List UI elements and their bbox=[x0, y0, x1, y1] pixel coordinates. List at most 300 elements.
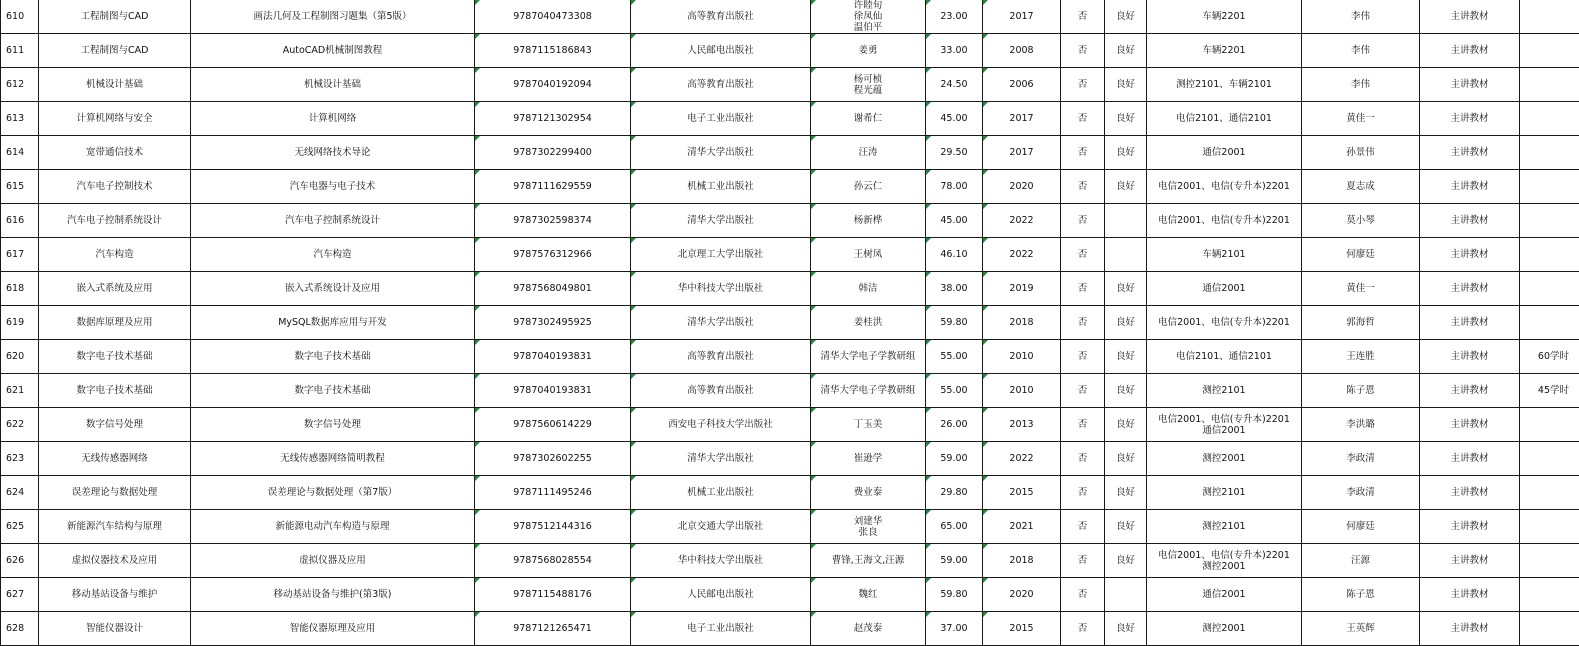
cell-price-text: 55.00 bbox=[940, 385, 967, 396]
cell-classes[interactable] bbox=[1147, 136, 1302, 170]
cell-textbook-type[interactable] bbox=[1420, 136, 1520, 170]
cell-textbook-title[interactable] bbox=[191, 136, 475, 170]
cell-course-name[interactable] bbox=[39, 340, 191, 374]
cell-course-name[interactable] bbox=[39, 408, 191, 442]
cell-remark[interactable] bbox=[1520, 204, 1579, 238]
cell-isbn[interactable] bbox=[475, 204, 631, 238]
cell-award-flag[interactable] bbox=[1061, 374, 1105, 408]
cell-award-flag[interactable] bbox=[1061, 544, 1105, 578]
cell-teacher[interactable] bbox=[1302, 408, 1420, 442]
cell-isbn-text: 9787302495925 bbox=[513, 317, 592, 328]
cell-author-text: 费业泰 bbox=[813, 487, 923, 498]
cell-row-number[interactable] bbox=[1, 272, 39, 306]
cell-textbook-type[interactable] bbox=[1420, 68, 1520, 102]
cell-price[interactable] bbox=[926, 68, 983, 102]
cell-author[interactable] bbox=[811, 68, 926, 102]
cell-price[interactable] bbox=[926, 306, 983, 340]
cell-quality[interactable] bbox=[1105, 102, 1147, 136]
cell-teacher[interactable] bbox=[1302, 612, 1420, 646]
cell-publish-year[interactable] bbox=[983, 272, 1061, 306]
cell-award-flag[interactable] bbox=[1061, 510, 1105, 544]
cell-remark[interactable] bbox=[1520, 0, 1579, 34]
cell-course-name[interactable] bbox=[39, 272, 191, 306]
cell-row-number-text: 628 bbox=[6, 623, 24, 634]
cell-author[interactable] bbox=[811, 340, 926, 374]
cell-quality[interactable] bbox=[1105, 170, 1147, 204]
cell-price-text: 29.50 bbox=[940, 147, 967, 158]
cell-classes[interactable] bbox=[1147, 204, 1302, 238]
cell-quality[interactable] bbox=[1105, 510, 1147, 544]
cell-award-flag[interactable] bbox=[1061, 476, 1105, 510]
cell-quality[interactable] bbox=[1105, 544, 1147, 578]
cell-textbook-title[interactable] bbox=[191, 408, 475, 442]
cell-publisher[interactable] bbox=[631, 170, 811, 204]
cell-teacher[interactable] bbox=[1302, 340, 1420, 374]
cell-publish-year[interactable] bbox=[983, 408, 1061, 442]
cell-author[interactable] bbox=[811, 34, 926, 68]
cell-remark[interactable] bbox=[1520, 102, 1579, 136]
cell-publisher[interactable] bbox=[631, 442, 811, 476]
cell-remark[interactable] bbox=[1520, 476, 1579, 510]
cell-row-number[interactable] bbox=[1, 340, 39, 374]
cell-row-number[interactable] bbox=[1, 170, 39, 204]
cell-publish-year[interactable] bbox=[983, 238, 1061, 272]
cell-row-number[interactable] bbox=[1, 0, 39, 34]
cell-classes[interactable] bbox=[1147, 68, 1302, 102]
cell-remark[interactable] bbox=[1520, 170, 1579, 204]
cell-textbook-type[interactable] bbox=[1420, 544, 1520, 578]
cell-quality[interactable] bbox=[1105, 204, 1147, 238]
cell-quality[interactable] bbox=[1105, 442, 1147, 476]
cell-publisher[interactable] bbox=[631, 408, 811, 442]
cell-textbook-type[interactable] bbox=[1420, 510, 1520, 544]
cell-teacher[interactable] bbox=[1302, 204, 1420, 238]
cell-author[interactable] bbox=[811, 272, 926, 306]
cell-textbook-type[interactable] bbox=[1420, 204, 1520, 238]
cell-publisher[interactable] bbox=[631, 102, 811, 136]
cell-classes[interactable] bbox=[1147, 408, 1302, 442]
cell-award-flag[interactable] bbox=[1061, 204, 1105, 238]
cell-classes[interactable] bbox=[1147, 170, 1302, 204]
cell-quality[interactable] bbox=[1105, 578, 1147, 612]
cell-textbook-type[interactable] bbox=[1420, 34, 1520, 68]
cell-textbook-type[interactable] bbox=[1420, 374, 1520, 408]
cell-row-number[interactable] bbox=[1, 136, 39, 170]
cell-classes[interactable] bbox=[1147, 306, 1302, 340]
cell-publisher[interactable] bbox=[631, 510, 811, 544]
cell-textbook-title[interactable] bbox=[191, 476, 475, 510]
cell-textbook-title[interactable] bbox=[191, 306, 475, 340]
cell-isbn[interactable] bbox=[475, 442, 631, 476]
cell-author[interactable] bbox=[811, 544, 926, 578]
cell-isbn[interactable] bbox=[475, 612, 631, 646]
cell-row-number[interactable] bbox=[1, 204, 39, 238]
table-row bbox=[1, 170, 1579, 204]
cell-textbook-type[interactable] bbox=[1420, 0, 1520, 34]
cell-price[interactable] bbox=[926, 0, 983, 34]
cell-textbook-title[interactable] bbox=[191, 544, 475, 578]
cell-price[interactable] bbox=[926, 102, 983, 136]
cell-price[interactable] bbox=[926, 612, 983, 646]
cell-isbn[interactable] bbox=[475, 68, 631, 102]
cell-teacher-text: 陈子恩 bbox=[1346, 589, 1375, 600]
cell-price[interactable] bbox=[926, 510, 983, 544]
cell-isbn[interactable] bbox=[475, 340, 631, 374]
cell-remark[interactable] bbox=[1520, 306, 1579, 340]
cell-award-flag[interactable] bbox=[1061, 442, 1105, 476]
cell-textbook-title[interactable] bbox=[191, 578, 475, 612]
cell-isbn[interactable] bbox=[475, 238, 631, 272]
cell-publisher[interactable] bbox=[631, 0, 811, 34]
cell-author[interactable] bbox=[811, 510, 926, 544]
cell-publisher[interactable] bbox=[631, 238, 811, 272]
cell-remark[interactable] bbox=[1520, 68, 1579, 102]
cell-publisher[interactable] bbox=[631, 306, 811, 340]
cell-classes[interactable] bbox=[1147, 476, 1302, 510]
cell-award-flag-text: 否 bbox=[1078, 521, 1088, 532]
cell-remark[interactable] bbox=[1520, 544, 1579, 578]
cell-remark[interactable] bbox=[1520, 408, 1579, 442]
cell-teacher[interactable] bbox=[1302, 306, 1420, 340]
cell-author[interactable] bbox=[811, 612, 926, 646]
cell-publish-year[interactable] bbox=[983, 374, 1061, 408]
cell-author[interactable] bbox=[811, 136, 926, 170]
cell-teacher[interactable] bbox=[1302, 170, 1420, 204]
cell-publish-year[interactable] bbox=[983, 340, 1061, 374]
cell-course-name[interactable] bbox=[39, 442, 191, 476]
cell-price[interactable] bbox=[926, 136, 983, 170]
cell-row-number-text: 614 bbox=[6, 147, 24, 158]
cell-teacher[interactable] bbox=[1302, 34, 1420, 68]
cell-teacher[interactable] bbox=[1302, 272, 1420, 306]
cell-classes-text: 电信2001、电信(专升本)2201 bbox=[1149, 317, 1299, 328]
cell-award-flag[interactable] bbox=[1061, 306, 1105, 340]
cell-course-name-text: 工程制图与CAD bbox=[81, 11, 149, 22]
cell-isbn-text: 9787040193831 bbox=[513, 351, 592, 362]
cell-isbn[interactable] bbox=[475, 102, 631, 136]
cell-author[interactable] bbox=[811, 204, 926, 238]
cell-course-name[interactable] bbox=[39, 34, 191, 68]
cell-publisher[interactable] bbox=[631, 136, 811, 170]
cell-award-flag[interactable] bbox=[1061, 238, 1105, 272]
cell-teacher[interactable] bbox=[1302, 68, 1420, 102]
cell-price[interactable] bbox=[926, 442, 983, 476]
cell-classes[interactable] bbox=[1147, 102, 1302, 136]
cell-quality[interactable] bbox=[1105, 272, 1147, 306]
cell-publish-year[interactable] bbox=[983, 34, 1061, 68]
cell-teacher-text: 何廖廷 bbox=[1346, 249, 1375, 260]
cell-isbn[interactable] bbox=[475, 578, 631, 612]
cell-teacher[interactable] bbox=[1302, 578, 1420, 612]
cell-price[interactable] bbox=[926, 238, 983, 272]
cell-textbook-title-text: 数字电子技术基础 bbox=[294, 351, 370, 362]
cell-teacher[interactable] bbox=[1302, 374, 1420, 408]
cell-textbook-type-text: 主讲教材 bbox=[1450, 453, 1488, 464]
cell-quality[interactable] bbox=[1105, 0, 1147, 34]
cell-course-name[interactable] bbox=[39, 68, 191, 102]
cell-course-name[interactable] bbox=[39, 102, 191, 136]
cell-classes[interactable] bbox=[1147, 272, 1302, 306]
cell-textbook-title[interactable] bbox=[191, 68, 475, 102]
cell-publish-year-text: 2018 bbox=[1009, 555, 1033, 566]
cell-row-number[interactable] bbox=[1, 374, 39, 408]
cell-author-text: 杨新桦 bbox=[813, 215, 923, 226]
cell-quality[interactable] bbox=[1105, 68, 1147, 102]
cell-publisher[interactable] bbox=[631, 476, 811, 510]
cell-remark[interactable] bbox=[1520, 136, 1579, 170]
cell-remark[interactable] bbox=[1520, 510, 1579, 544]
cell-publish-year-text: 2019 bbox=[1009, 283, 1033, 294]
cell-author[interactable] bbox=[811, 408, 926, 442]
cell-textbook-type[interactable] bbox=[1420, 408, 1520, 442]
cell-textbook-title[interactable] bbox=[191, 442, 475, 476]
cell-author[interactable] bbox=[811, 374, 926, 408]
cell-publish-year[interactable] bbox=[983, 578, 1061, 612]
cell-classes-text: 通信2001 bbox=[1149, 283, 1299, 294]
cell-remark[interactable] bbox=[1520, 238, 1579, 272]
cell-classes[interactable] bbox=[1147, 544, 1302, 578]
cell-award-flag[interactable] bbox=[1061, 272, 1105, 306]
cell-textbook-title[interactable] bbox=[191, 238, 475, 272]
cell-course-name[interactable] bbox=[39, 170, 191, 204]
cell-row-number[interactable] bbox=[1, 408, 39, 442]
cell-row-number[interactable] bbox=[1, 612, 39, 646]
cell-textbook-type[interactable] bbox=[1420, 170, 1520, 204]
cell-price[interactable] bbox=[926, 204, 983, 238]
cell-remark[interactable] bbox=[1520, 34, 1579, 68]
cell-row-number[interactable] bbox=[1, 578, 39, 612]
cell-quality[interactable] bbox=[1105, 238, 1147, 272]
cell-remark[interactable] bbox=[1520, 612, 1579, 646]
cell-isbn[interactable] bbox=[475, 272, 631, 306]
cell-textbook-title[interactable] bbox=[191, 102, 475, 136]
cell-award-flag[interactable] bbox=[1061, 34, 1105, 68]
cell-course-name[interactable] bbox=[39, 136, 191, 170]
cell-remark[interactable] bbox=[1520, 374, 1579, 408]
cell-isbn[interactable] bbox=[475, 544, 631, 578]
cell-publish-year[interactable] bbox=[983, 170, 1061, 204]
cell-publish-year[interactable] bbox=[983, 510, 1061, 544]
cell-textbook-type[interactable] bbox=[1420, 442, 1520, 476]
cell-award-flag[interactable] bbox=[1061, 340, 1105, 374]
cell-publisher[interactable] bbox=[631, 204, 811, 238]
cell-price[interactable] bbox=[926, 272, 983, 306]
cell-textbook-title-text: 机械设计基础 bbox=[304, 79, 361, 90]
cell-author[interactable] bbox=[811, 170, 926, 204]
cell-publisher[interactable] bbox=[631, 578, 811, 612]
cell-quality-text: 良好 bbox=[1116, 79, 1135, 90]
cell-publisher[interactable] bbox=[631, 68, 811, 102]
cell-price[interactable] bbox=[926, 544, 983, 578]
cell-classes[interactable] bbox=[1147, 612, 1302, 646]
table-row bbox=[1, 68, 1579, 102]
cell-isbn-text: 9787115186843 bbox=[513, 45, 592, 56]
cell-award-flag[interactable] bbox=[1061, 68, 1105, 102]
cell-classes[interactable] bbox=[1147, 238, 1302, 272]
cell-row-number[interactable] bbox=[1, 306, 39, 340]
cell-quality[interactable] bbox=[1105, 408, 1147, 442]
cell-row-number[interactable] bbox=[1, 544, 39, 578]
cell-teacher[interactable] bbox=[1302, 0, 1420, 34]
cell-textbook-type[interactable] bbox=[1420, 578, 1520, 612]
cell-textbook-title[interactable] bbox=[191, 374, 475, 408]
cell-classes-text: 测控2001 bbox=[1149, 453, 1299, 464]
cell-row-number[interactable] bbox=[1, 102, 39, 136]
cell-author[interactable] bbox=[811, 238, 926, 272]
cell-classes[interactable] bbox=[1147, 34, 1302, 68]
cell-award-flag[interactable] bbox=[1061, 408, 1105, 442]
cell-price-text: 38.00 bbox=[940, 283, 967, 294]
cell-award-flag[interactable] bbox=[1061, 0, 1105, 34]
cell-quality[interactable] bbox=[1105, 612, 1147, 646]
cell-remark[interactable] bbox=[1520, 442, 1579, 476]
cell-classes[interactable] bbox=[1147, 340, 1302, 374]
cell-quality[interactable] bbox=[1105, 340, 1147, 374]
cell-isbn[interactable] bbox=[475, 374, 631, 408]
cell-isbn[interactable] bbox=[475, 408, 631, 442]
cell-course-name[interactable] bbox=[39, 476, 191, 510]
cell-publish-year[interactable] bbox=[983, 136, 1061, 170]
cell-textbook-type[interactable] bbox=[1420, 272, 1520, 306]
cell-textbook-title[interactable] bbox=[191, 170, 475, 204]
cell-textbook-title[interactable] bbox=[191, 0, 475, 34]
cell-publisher[interactable] bbox=[631, 34, 811, 68]
cell-author-text: 魏红 bbox=[813, 589, 923, 600]
cell-teacher[interactable] bbox=[1302, 544, 1420, 578]
cell-textbook-title[interactable] bbox=[191, 340, 475, 374]
cell-textbook-type[interactable] bbox=[1420, 238, 1520, 272]
cell-publisher[interactable] bbox=[631, 272, 811, 306]
cell-publish-year[interactable] bbox=[983, 102, 1061, 136]
cell-author[interactable] bbox=[811, 442, 926, 476]
cell-isbn-text: 9787302598374 bbox=[513, 215, 592, 226]
cell-teacher[interactable] bbox=[1302, 136, 1420, 170]
cell-textbook-type[interactable] bbox=[1420, 612, 1520, 646]
cell-author[interactable] bbox=[811, 578, 926, 612]
cell-isbn[interactable] bbox=[475, 136, 631, 170]
cell-course-name[interactable] bbox=[39, 204, 191, 238]
cell-price[interactable] bbox=[926, 578, 983, 612]
cell-teacher[interactable] bbox=[1302, 238, 1420, 272]
cell-author[interactable] bbox=[811, 0, 926, 34]
cell-author[interactable] bbox=[811, 102, 926, 136]
cell-publish-year[interactable] bbox=[983, 68, 1061, 102]
cell-author[interactable] bbox=[811, 306, 926, 340]
cell-classes[interactable] bbox=[1147, 374, 1302, 408]
cell-course-name[interactable] bbox=[39, 238, 191, 272]
cell-course-name[interactable] bbox=[39, 578, 191, 612]
cell-row-number[interactable] bbox=[1, 476, 39, 510]
cell-course-name[interactable] bbox=[39, 544, 191, 578]
cell-textbook-type[interactable] bbox=[1420, 102, 1520, 136]
cell-quality[interactable] bbox=[1105, 34, 1147, 68]
cell-course-name[interactable] bbox=[39, 306, 191, 340]
cell-award-flag[interactable] bbox=[1061, 102, 1105, 136]
cell-row-number[interactable] bbox=[1, 510, 39, 544]
cell-classes[interactable] bbox=[1147, 510, 1302, 544]
cell-row-number[interactable] bbox=[1, 34, 39, 68]
cell-quality[interactable] bbox=[1105, 476, 1147, 510]
cell-publisher[interactable] bbox=[631, 544, 811, 578]
cell-isbn[interactable] bbox=[475, 306, 631, 340]
cell-isbn[interactable] bbox=[475, 170, 631, 204]
cell-isbn[interactable] bbox=[475, 476, 631, 510]
cell-publish-year[interactable] bbox=[983, 204, 1061, 238]
cell-publisher-text: 清华大学出版社 bbox=[687, 317, 754, 328]
cell-textbook-type[interactable] bbox=[1420, 340, 1520, 374]
cell-award-flag[interactable] bbox=[1061, 612, 1105, 646]
cell-quality[interactable] bbox=[1105, 136, 1147, 170]
cell-classes[interactable] bbox=[1147, 0, 1302, 34]
cell-award-flag[interactable] bbox=[1061, 136, 1105, 170]
cell-classes-text: 通信2001 bbox=[1149, 147, 1299, 158]
cell-award-flag[interactable] bbox=[1061, 578, 1105, 612]
cell-remark[interactable] bbox=[1520, 578, 1579, 612]
cell-textbook-type[interactable] bbox=[1420, 476, 1520, 510]
cell-price[interactable] bbox=[926, 374, 983, 408]
cell-publish-year[interactable] bbox=[983, 544, 1061, 578]
cell-publish-year[interactable] bbox=[983, 306, 1061, 340]
cell-textbook-title[interactable] bbox=[191, 612, 475, 646]
cell-textbook-title[interactable] bbox=[191, 204, 475, 238]
cell-isbn[interactable] bbox=[475, 510, 631, 544]
cell-course-name[interactable] bbox=[39, 510, 191, 544]
cell-textbook-title[interactable] bbox=[191, 510, 475, 544]
cell-row-number[interactable] bbox=[1, 238, 39, 272]
cell-row-number-text: 623 bbox=[6, 453, 24, 464]
cell-course-name[interactable] bbox=[39, 374, 191, 408]
cell-classes[interactable] bbox=[1147, 578, 1302, 612]
cell-classes[interactable] bbox=[1147, 442, 1302, 476]
cell-row-number[interactable] bbox=[1, 68, 39, 102]
cell-classes-text: 车辆2201 bbox=[1149, 45, 1299, 56]
cell-course-name[interactable] bbox=[39, 0, 191, 34]
cell-price[interactable] bbox=[926, 476, 983, 510]
cell-quality[interactable] bbox=[1105, 374, 1147, 408]
cell-publish-year[interactable] bbox=[983, 0, 1061, 34]
cell-price[interactable] bbox=[926, 340, 983, 374]
cell-award-flag[interactable] bbox=[1061, 170, 1105, 204]
cell-publish-year[interactable] bbox=[983, 476, 1061, 510]
cell-price[interactable] bbox=[926, 408, 983, 442]
cell-publish-year[interactable] bbox=[983, 442, 1061, 476]
cell-teacher[interactable] bbox=[1302, 510, 1420, 544]
cell-textbook-title[interactable] bbox=[191, 272, 475, 306]
cell-award-flag-text: 否 bbox=[1078, 385, 1088, 396]
cell-price[interactable] bbox=[926, 170, 983, 204]
cell-publisher[interactable] bbox=[631, 374, 811, 408]
cell-teacher[interactable] bbox=[1302, 102, 1420, 136]
cell-textbook-title-text: 嵌入式系统设计及应用 bbox=[285, 283, 380, 294]
cell-author[interactable] bbox=[811, 476, 926, 510]
cell-teacher[interactable] bbox=[1302, 476, 1420, 510]
cell-publisher-text: 电子工业出版社 bbox=[687, 623, 754, 634]
cell-price[interactable] bbox=[926, 34, 983, 68]
cell-textbook-type[interactable] bbox=[1420, 306, 1520, 340]
cell-course-name[interactable] bbox=[39, 612, 191, 646]
cell-remark[interactable] bbox=[1520, 272, 1579, 306]
cell-quality[interactable] bbox=[1105, 306, 1147, 340]
cell-teacher[interactable] bbox=[1302, 442, 1420, 476]
cell-isbn[interactable] bbox=[475, 34, 631, 68]
cell-publish-year[interactable] bbox=[983, 612, 1061, 646]
cell-publisher[interactable] bbox=[631, 612, 811, 646]
cell-row-number[interactable] bbox=[1, 442, 39, 476]
cell-isbn[interactable] bbox=[475, 0, 631, 34]
cell-textbook-title[interactable] bbox=[191, 34, 475, 68]
cell-publisher[interactable] bbox=[631, 340, 811, 374]
cell-remark[interactable] bbox=[1520, 340, 1579, 374]
